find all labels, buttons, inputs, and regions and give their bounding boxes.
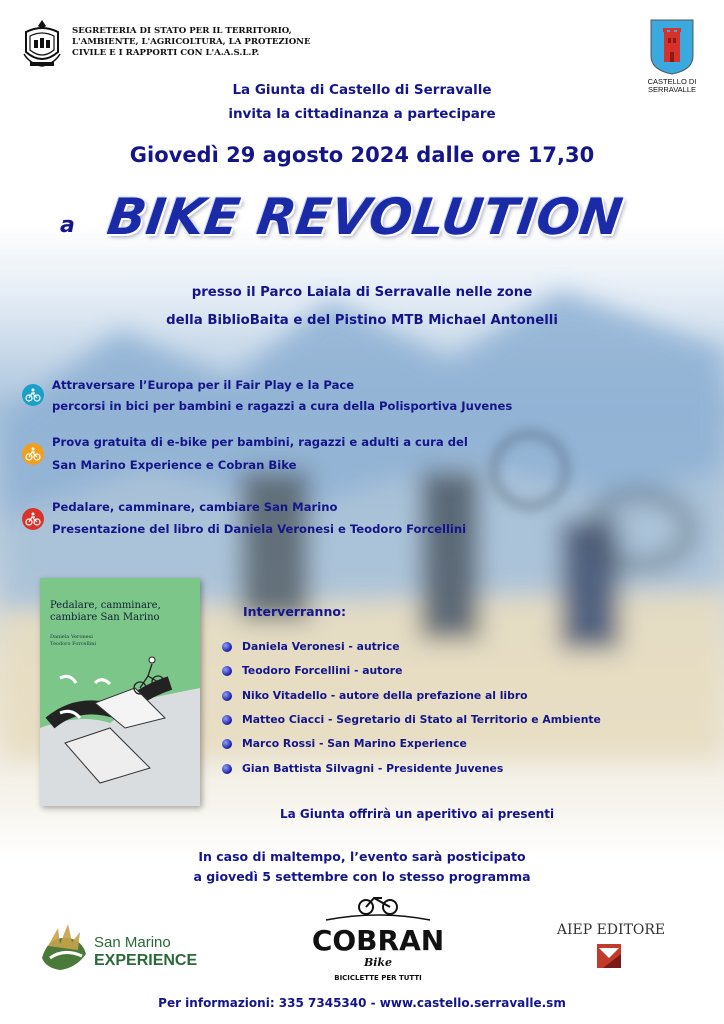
speaker-text: Gian Battista Silvagni - Presidente Juvenes	[242, 762, 504, 775]
book-cover	[40, 578, 200, 806]
activity-title: Pedalare, camminare, cambiare San Marino	[52, 500, 338, 514]
san-marino-experience-logo	[38, 918, 218, 974]
title-prefix: a	[60, 213, 75, 238]
activity-detail: percorsi in bici per bambini e ragazzi a cura della Polisportiva Juvenes	[52, 399, 513, 413]
activity-title: Attraversare l’Europa per il Fair Play e la Pace	[52, 378, 355, 392]
cobran-bike-logo	[311, 894, 445, 984]
speaker-text: Daniela Veronesi - autrice	[242, 640, 400, 653]
book-author: Daniela Veronesi	[50, 634, 93, 640]
aperitivo-note: La Giunta offrirà un aperitivo ai presenti	[280, 807, 555, 821]
location-line-1: presso il Parco Laiala di Serravalle nelle zone	[191, 285, 533, 300]
event-date: Giovedì 29 agosto 2024 dalle ore 17,30	[129, 143, 595, 167]
activity-detail: Presentazione del libro di Daniela Veronesi e Teodoro Forcellini	[52, 522, 467, 536]
speaker-text: Matteo Ciacci - Segretario di Stato al Territorio e Ambiente	[242, 713, 601, 726]
castle-name-line: SERRAVALLE	[647, 85, 697, 94]
contacts-line: Per informazioni: 335 7345340 - www.castello.serravalle.sm	[158, 996, 566, 1010]
smexp-line-1: San Marino	[94, 934, 171, 951]
speaker-text: Marco Rossi - San Marino Experience	[242, 737, 467, 750]
aiep-editore-logo	[546, 918, 676, 978]
castle-tower-icon	[649, 18, 695, 76]
bullet-icon	[222, 715, 232, 725]
smexp-line-2: EXPERIENCE	[94, 952, 198, 969]
cobran-tagline: BICICLETTE PER TUTTI	[334, 974, 422, 982]
bullet-icon	[222, 642, 232, 652]
speaker-text: Teodoro Forcellini - autore	[242, 664, 403, 677]
cobran-sub: Bike	[363, 956, 393, 969]
event-title: BIKE REVOLUTION	[103, 188, 627, 246]
intro-line-2: invita la cittadinanza a partecipare	[228, 106, 496, 122]
castle-name-line: CASTELLO DI	[647, 77, 697, 86]
san-marino-coat-of-arms-icon	[20, 18, 64, 70]
bullet-icon	[222, 739, 232, 749]
secretariat-line: L'AMBIENTE, L'AGRICOLTURA, LA PROTEZIONE	[72, 37, 311, 47]
aiep-name: AIEP EDITORE	[556, 922, 666, 938]
book-title-line: Pedalare, camminare,	[50, 600, 161, 611]
bullet-icon	[222, 764, 232, 774]
cobran-name: COBRAN	[311, 924, 445, 957]
speaker-text: Niko Vitadello - autore della prefazione al libro	[242, 689, 528, 702]
intro-line-1: La Giunta di Castello di Serravalle	[232, 82, 492, 98]
speakers-heading: Interverranno:	[243, 604, 346, 619]
cyclist-icon	[22, 443, 44, 465]
book-illustration	[40, 578, 200, 806]
book-author: Teodoro Forcellini	[50, 641, 97, 647]
bullet-icon	[222, 666, 232, 676]
secretariat-line: CIVILE E I RAPPORTI CON L'A.A.S.L.P.	[72, 48, 260, 58]
book-title-line: cambiare San Marino	[50, 612, 160, 623]
activity-detail: San Marino Experience e Cobran Bike	[52, 458, 297, 472]
location-line-2: della BiblioBaita e del Pistino MTB Michael Antonelli	[166, 313, 558, 328]
secretariat-line: SEGRETERIA DI STATO PER IL TERRITORIO,	[72, 26, 292, 36]
bullet-icon	[222, 691, 232, 701]
secretariat-text	[72, 26, 332, 59]
weather-note-line-2: a giovedì 5 settembre con lo stesso programma	[193, 869, 531, 884]
cyclist-icon	[22, 384, 44, 406]
cyclist-icon	[22, 508, 44, 530]
weather-note-line-1: In caso di maltempo, l’evento sarà posticipato	[198, 849, 526, 864]
activity-title: Prova gratuita di e-bike per bambini, ragazzi e adulti a cura del	[52, 435, 468, 449]
